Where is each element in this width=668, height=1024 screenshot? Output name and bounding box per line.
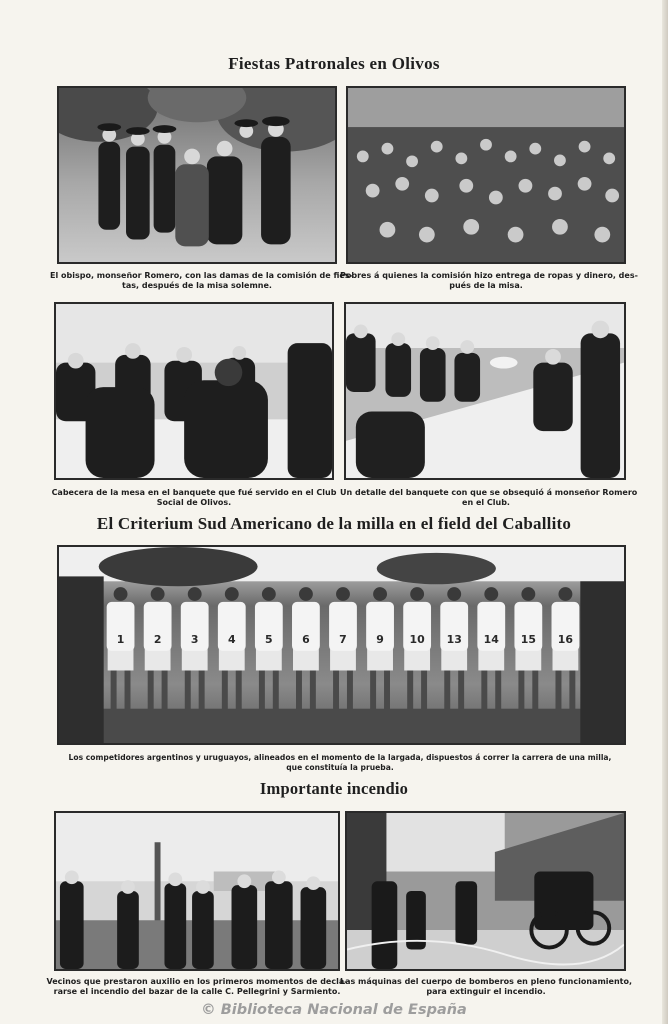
runner-number: 14	[483, 633, 499, 647]
caption-maquinas: Las máquinas del cuerpo de bomberos en pleno funcionamiento, para extinguir el incendio.	[340, 977, 632, 996]
caption-obispo: El obispo, monseñor Romero, con las damas de la comisión de fies- tas, después de la misa solemne.	[50, 271, 353, 290]
heading-fiestas-patronales: Fiestas Patronales en Olivos	[228, 54, 440, 73]
caption-vecinos: Vecinos que prestaron auxilio en los primeros momentos de decla- rarse el incendio del bazar de la calle C. Pellegrini y Sarmiento.	[46, 977, 348, 996]
runner-number: 9	[376, 633, 384, 647]
copyright-watermark: © Biblioteca Nacional de España	[201, 1002, 467, 1018]
runner-number: 10	[409, 633, 425, 647]
caption-competidores: Los competidores argentinos y uruguayos, alineados en el momento de la largada, dispuestos á correr la carrera de una milla, que constituía la prueba.	[68, 753, 612, 772]
caption-pobres: Pobres á quienes la comisión hizo entrega de ropas y dinero, des- pués de la misa.	[340, 271, 638, 290]
photo-vecinos	[54, 811, 340, 971]
runner-number: 5	[265, 633, 273, 647]
runner-number: 1	[116, 633, 125, 647]
runner-number: 2	[153, 633, 162, 647]
page-edge	[662, 0, 668, 1024]
runner-number: 15	[520, 633, 536, 647]
heading-criterium: El Criterium Sud Americano de la milla en el field del Caballito	[96, 514, 572, 533]
photo-obispo-damas	[57, 86, 337, 264]
caption-cabecera: Cabecera de la mesa en el banquete que fué servido en el Club Social de Olivos.	[51, 488, 337, 507]
runner-number: 13	[446, 633, 462, 647]
heading-incendio: Importante incendio	[259, 779, 409, 798]
runner-number: 4	[227, 633, 236, 647]
photo-cabecera-mesa	[54, 302, 334, 480]
caption-detalle: Un detalle del banquete con que se obsequió á monseñor Romero en el Club.	[340, 488, 638, 507]
runner-number: 6	[302, 633, 310, 647]
photo-detalle-banquete	[344, 302, 626, 480]
runner-number: 7	[339, 633, 347, 647]
photo-maquinas-bomberos	[345, 811, 626, 971]
photo-competidores-largada	[57, 545, 626, 745]
runner-number: 3	[190, 633, 199, 647]
runner-number: 16	[557, 633, 574, 647]
photo-pobres-multitud	[346, 86, 626, 264]
